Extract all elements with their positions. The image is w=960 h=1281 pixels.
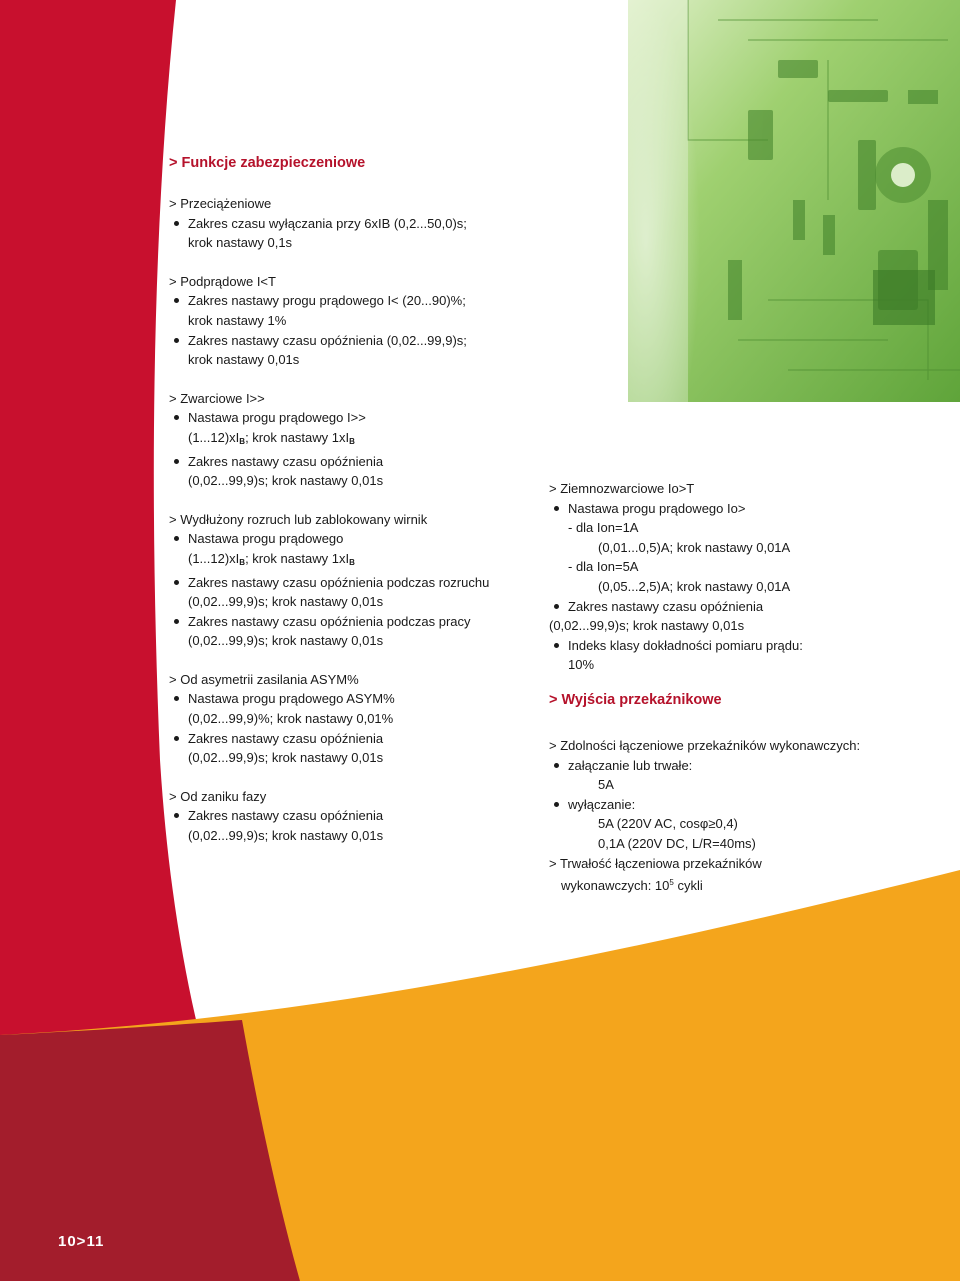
section-title: > Ziemnozwarciowe Io>T — [549, 481, 695, 496]
text-part: ; krok nastawy 1xI — [245, 429, 350, 445]
subscript: B — [239, 557, 246, 567]
protection-section — [169, 389, 489, 491]
relay-section — [549, 736, 860, 896]
list-item-value: 5A — [598, 777, 614, 793]
earth-fault-section — [549, 479, 803, 675]
protection-section — [169, 510, 489, 651]
list-item-continuation: (0,02...99,9)s; krok nastawy 0,01s — [188, 828, 384, 844]
protection-section — [169, 787, 489, 846]
text-part: ; krok nastawy 1xI — [245, 550, 350, 566]
relay-capacity-title: > Zdolności łączeniowe przekaźników wykonawczych: — [549, 738, 861, 753]
list-item: Zakres nastawy czasu opóźnienia — [549, 597, 803, 617]
list-item-continuation: (0,02...99,9)%; krok nastawy 0,01% — [188, 711, 394, 727]
protection-section — [169, 194, 489, 253]
protection-section — [169, 272, 489, 370]
protection-section — [169, 670, 489, 768]
list-item-continuation: - dla Ion=1A — [568, 520, 639, 536]
list-item: Zakres nastawy czasu opóźnienia podczas pracy — [169, 612, 489, 632]
list-item: Zakres czasu wyłączania przy 6xIB (0,2...50,0)s; — [169, 214, 489, 234]
section-title: > Wydłużony rozruch lub zablokowany wirnik — [169, 511, 428, 527]
list-item: Zakres nastawy czasu opóźnienia — [169, 806, 489, 826]
section-title: > Od zaniku fazy — [169, 788, 267, 804]
list-item: Nastawa progu prądowego ASYM% — [169, 689, 489, 709]
section-title: > Podprądowe I<T — [169, 273, 276, 289]
protection-list — [169, 194, 489, 846]
heading-relay-outputs: > Wyjścia przekaźnikowe — [549, 692, 722, 708]
durability-title: > Trwałość łączeniowa przekaźników — [549, 855, 762, 871]
list-item-continuation — [169, 549, 489, 573]
list-item-continuation: (0,01...0,5)A; krok nastawy 0,01A — [598, 539, 791, 555]
section-title: > Zwarciowe I>> — [169, 390, 265, 406]
list-item-continuation: (0,05...2,5)A; krok nastawy 0,01A — [598, 578, 791, 594]
list-item-continuation: krok nastawy 0,01s — [188, 352, 300, 368]
list-item: Nastawa progu prądowego Io> — [549, 499, 803, 519]
list-item: Zakres nastawy czasu opóźnienia (0,02...99,9)s; — [169, 331, 489, 351]
list-item: Nastawa progu prądowego I>> — [169, 408, 489, 428]
section-title: > Od asymetrii zasilania ASYM% — [169, 671, 359, 687]
durability-value: wykonawczych: $10^5$ cykli — [561, 878, 703, 894]
list-item-continuation: (0,02...99,9)s; krok nastawy 0,01s — [188, 750, 384, 766]
list-item-continuation: (0,02...99,9)s; krok nastawy 0,01s — [188, 473, 384, 489]
subscript: B — [239, 436, 246, 446]
subscript: B — [349, 436, 355, 446]
list-item-value: 5A (220V AC, cosφ≥0,4) — [598, 816, 738, 832]
text-part: (1...12)xI — [188, 429, 240, 445]
page-number: 10>11 — [58, 1233, 105, 1250]
subscript: B — [349, 557, 355, 567]
list-item: załączanie lub trwałe: — [549, 756, 860, 776]
list-item: Zakres nastawy czasu opóźnienia — [169, 729, 489, 749]
list-item-continuation: - dla Ion=5A — [568, 559, 639, 575]
list-item-continuation: (0,02...99,9)s; krok nastawy 0,01s — [188, 633, 384, 649]
list-item-continuation: krok nastawy 1% — [188, 312, 287, 328]
list-item-continuation: (0,02...99,9)s; krok nastawy 0,01s — [549, 618, 745, 634]
list-item: Indeks klasy dokładności pomiaru prądu: — [549, 636, 803, 656]
heading-protection-functions: > Funkcje zabezpieczeniowe — [169, 155, 366, 171]
list-item-continuation: krok nastawy 0,1s — [188, 235, 293, 251]
list-item: Zakres nastawy czasu opóźnienia podczas rozruchu — [169, 573, 489, 593]
list-item-continuation: (0,02...99,9)s; krok nastawy 0,01s — [188, 594, 384, 610]
text-part: (1...12)xI — [188, 550, 240, 566]
list-item: wyłączanie: — [549, 795, 860, 815]
list-item: Zakres nastawy czasu opóźnienia — [169, 452, 489, 472]
section-title: > Przeciążeniowe — [169, 196, 272, 211]
list-item-continuation — [169, 428, 489, 452]
list-item: Nastawa progu prądowego — [169, 529, 489, 549]
list-item-value: 0,1A (220V DC, L/R=40ms) — [598, 835, 756, 851]
list-item: Zakres nastawy progu prądowego I< (20...90)%; — [169, 291, 489, 311]
list-item-continuation: 10% — [568, 657, 595, 673]
circuit-board-photo — [628, 0, 960, 402]
